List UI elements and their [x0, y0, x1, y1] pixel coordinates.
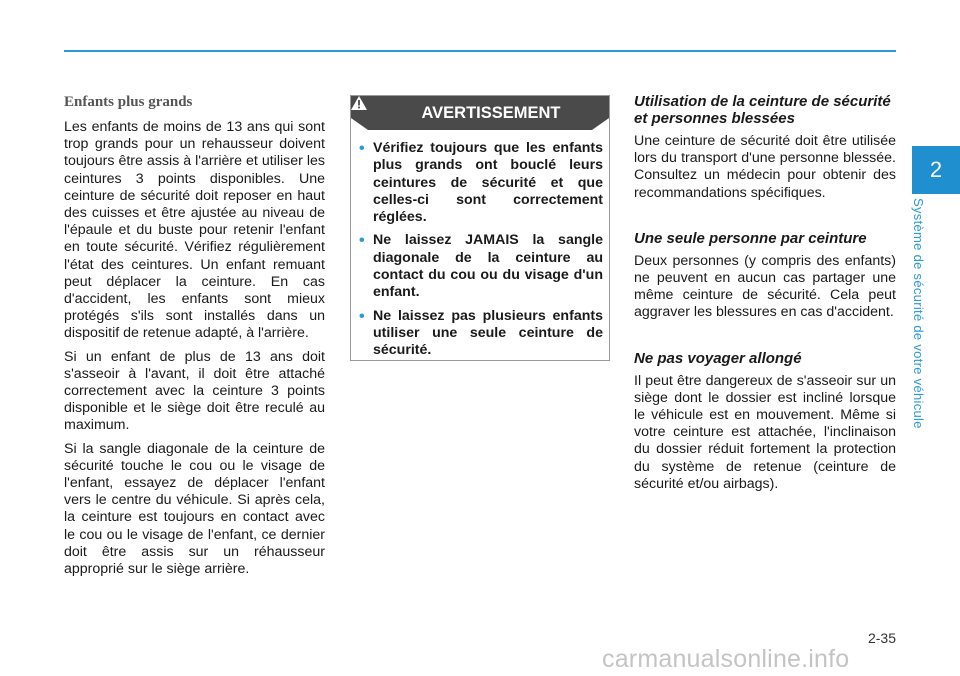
section-heading-enfants-plus-grands: Enfants plus grands: [64, 94, 193, 110]
warning-title: AVERTISSEMENT: [421, 103, 561, 122]
bullet-icon: •: [359, 232, 365, 250]
chapter-number: 2: [929, 157, 943, 182]
page-number: 2-35: [867, 630, 896, 646]
warning-header: [351, 96, 609, 130]
left-column: [64, 93, 325, 584]
warning-item: • Ne laissez pas plusieurs enfants utiliser une seule ceinture de sécurité.: [359, 307, 603, 359]
paragraph: Deux personnes (y compris des enfants) ne peuvent en aucun cas partager une même ceinture de sécurité. Cela peut aggraver les blessures en cas d'accident.: [634, 252, 896, 321]
paragraph: Les enfants de moins de 13 ans qui sont trop grands pour un rehausseur doivent toujours être assis à l'arrière et utiliser les ceintures 3 points disponibles. Une ceinture de sécurité doit reposer en haut des cuisses et être ajustée au niveau de l'épaule et du buste pour retenir l'enfant en toute sécurité. Vérifiez régulièrement l'état des ceintures. Un enfant remuant peut déplacer la ceinture. En cas d'accident, les enfants sont mieux protégés s'ils sont installés dans un dispositif de retenue adapté, à l'arrière.: [64, 119, 325, 342]
section-heading: Une seule personne par ceinture: [634, 229, 867, 247]
warning-list: [359, 140, 603, 366]
paragraph: Si un enfant de plus de 13 ans doit s'asseoir à l'avant, il doit être attaché correctement avec la ceinture 3 points disponible et le siège doit être reculé au maximum.: [64, 348, 325, 434]
top-rule: [64, 50, 896, 52]
bullet-icon: •: [359, 140, 365, 157]
warning-triangle-icon: [399, 106, 415, 120]
paragraph: Une ceinture de sécurité doit être utilisée lors du transport d'une personne blessée. Consultez un médecin pour obtenir des recommandations spécifiques.: [634, 133, 896, 201]
paragraph: Il peut être dangereux de s'asseoir sur un siège dont le dossier est incliné lorsque le véhicule est en mouvement. Même si votre ceinture est attachée, l'inclinaison du dossier réduit fortement la protection du système de retenue (ceinture de sécurité et/ou airbags).: [634, 372, 896, 492]
bullet-icon: •: [359, 307, 365, 325]
watermark: carmanualsonline.info: [602, 645, 850, 673]
right-column: [634, 93, 896, 499]
warning-item: • Vérifiez toujours que les enfants plus grands ont bouclé leurs ceintures de sécurité et que celles-ci sont correctement réglées.: [359, 140, 603, 226]
chapter-number-tab: [912, 146, 960, 194]
warning-item: • Ne laissez JAMAIS la sangle diagonale de la ceinture au contact du cou ou du visage d'un enfant.: [359, 232, 603, 301]
chapter-title: Système de sécurité de votre véhicule: [911, 198, 926, 429]
section-heading: Utilisation de la ceinture de sécurité et personnes blessées: [634, 93, 891, 127]
paragraph: Si la sangle diagonale de la ceinture de sécurité touche le cou ou le visage de l'enfant, essayez de déplacer l'enfant vers le centre du véhicule. Si après cela, la ceinture est toujours en contact avec le cou ou le visage de l'enfant, ce dernier doit être assis sur un réhausseur approprié sur le siège arrière.: [64, 440, 325, 578]
section-heading: Ne pas voyager allongé: [634, 349, 802, 367]
warning-box: [350, 95, 610, 361]
